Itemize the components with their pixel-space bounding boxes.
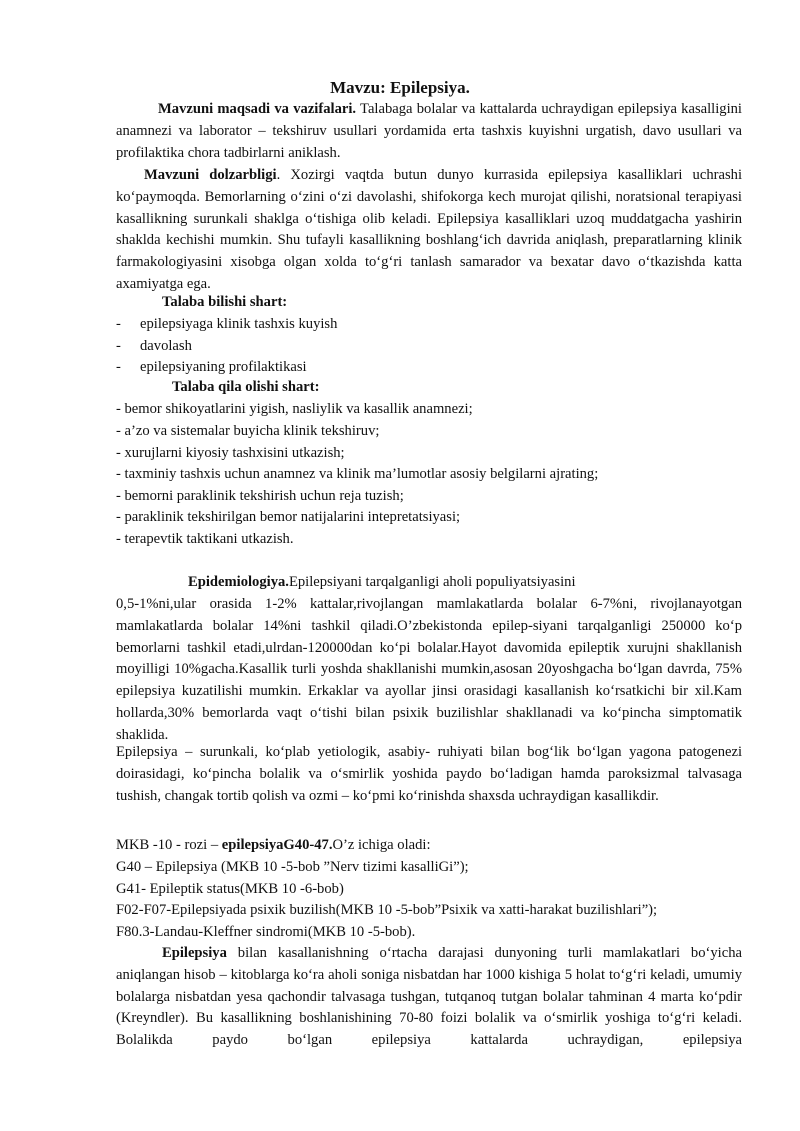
goals-text: Talabaga bolalar va kattalarda uchraydigan epilepsiya kasalligini anamnezi va laborator – tekshiruv usullari yordamida erta tashxis kuyishni urgatish, davo usullari va profilaktika chora tadbirlarni aniklash. [116,101,742,161]
can-do-heading: Talaba qila olishi shart: [172,379,320,395]
mkb-line: G40 – Epilepsiya (MKB 10 -5-bob ”Nerv tizimi kasalliGi”); [116,859,469,875]
epidemiology-heading-line [188,572,576,594]
can-do-item: - paraklinik tekshirilgan bemor natijalarini intepretatsiyasi; [116,509,461,525]
can-do-item: - terapevtik taktikani utkazish. [116,531,294,547]
mkb-line: F80.3-Landau-Kleffner sindromi(MKB 10 -5-bob). [116,924,416,940]
relevance-paragraph [116,165,742,296]
know-heading: Talaba bilishi shart: [162,294,288,310]
goals-label: Mavzuni maqsadi va vazifalari. [158,101,357,117]
epidemiology-first-line: Epilepsiyani tarqalganligi aholi populiyatsiyasini [288,574,576,590]
epidemiology-paragraph: 0,5-1%ni,ular orasida 1-2% kattalar,rivojlangan mamlakatlarda bolalar 6-7%ni, rivojlanayotgan mamlakatlarda bolalar 14%ni tashkil qiladi.O’zbekistonda epilep-siyani tarqalganligi 250000 ko‘p bemorlarni tashkil etadi,ulrdan-120000dan ko‘pi bolalar.Hayot davomida epileptik xurujni shakllanish moyilligi 10%gacha.Kasallik turli yoshda shakllanishi mumkin,asosan 20yoshgacha bo‘lgan davrda, 75% epilepsiya kuzatilishi mumkin. Erkaklar va ayollar jinsi orasidagi kasallanish ko‘rsatkichi bir xil.Kam hollarda,30% bemorlarda vaqt o‘tishi bilan psixik buzilishlar shakllanadi va ko‘pincha simptomatik shaklida. [116,596,742,743]
mkb-line: F02-F07-Epilepsiyada psixik buzilish(MKB 10 -5-bob”Psixik va xatti-harakat buzilishlari”); [116,902,658,918]
can-do-item: - taxminiy tashxis uchun anamnez va klinik ma’lumotlar asosiy belgilarni ajrating; [116,466,599,482]
mkb-line: G41- Epileptik status(MKB 10 -6-bob) [116,881,344,897]
page-title: Mavzu: Epilepsiya. [330,78,470,97]
definition-paragraph: Epilepsiya – surunkali, ko‘plab yetiologik, asabiy- ruhiyati bilan bog‘lik bo‘lgan yagona patogenezi doirasidagi, ko‘pincha bolalik va o‘smirlik yoshida paydo bo‘ladigan hamda paroksizmal talvasaga tushish, changak tortib qolish va ozmi – ko‘pmi ko‘rinishda shaxsda uchraydigan kasallikdir. [116,744,742,804]
relevance-label: Mavzuni dolzarbligi [144,167,277,183]
can-do-item: - a’zo va sistemalar buyicha klinik tekshiruv; [116,423,380,439]
know-item: - epilepsiyaning profilaktikasi [116,359,307,375]
mkb-intro: MKB -10 - rozi – epilepsiyaG40-47.O’z ichiga oladi: [116,837,431,853]
relevance-text: . Xozirgi vaqtda butun dunyo kurrasida epilepsiya kasalliklari uchrashi ko‘paymoqda. Bemorlarning o‘zini o‘zi davolashi, shifokorga kech murojat qilishi, noratsional terapiyasi kasallikning surunkali shaklga o‘tishiga olib keladi. Epilepsiya kasalliklari uzoq muddatgacha yashirin shaklda kechishi mumkin. Shu tufayli kasallikning boshlang‘ich davrida aniqlash, preparatlarning klinik farmakologiyasini xisobga olgan xolda to‘g‘ri tanlash samarador va bexatar davo o‘tkazishda katta axamiyatga ega. [116,167,743,292]
prevalence-label: Epilepsiya [162,945,227,961]
goals-paragraph [116,99,742,164]
prevalence-paragraph [116,943,742,1049]
prevalence-text: bilan kasallanishning o‘rtacha darajasi dunyoning turli mamlakatlari bo‘yicha aniqlangan hisob – kitoblarga ko‘ra aholi soniga nisbatdan har 1000 kishiga 5 holat to‘g‘ri keladi, umumiy bolalarga nisbatdan yesa qachondir talvasaga tushgan, tutqanoq tutgan bolalar tahminan 4 marta ko‘pdir (Kreyndler). Bu kasallikning boshlanishining 70-80 foizi bolalik va o‘smirlik yoshiga to‘g‘ri keladi. Bolalikda paydo bo‘lgan epilepsiya kattalarda uchraydigan, epilepsiya [116,945,742,1049]
epidemiology-label: Epidemiologiya. [188,574,289,590]
can-do-item: - bemorni paraklinik tekshirish uchun reja tuzish; [116,488,404,504]
can-do-item: - xurujlarni kiyosiy tashxisini utkazish; [116,445,345,461]
know-item: - davolash [116,338,192,354]
can-do-item: - bemor shikoyatlarini yigish, nasliylik va kasallik anamnezi; [116,401,473,417]
know-item: - epilepsiyaga klinik tashxis kuyish [116,316,338,332]
